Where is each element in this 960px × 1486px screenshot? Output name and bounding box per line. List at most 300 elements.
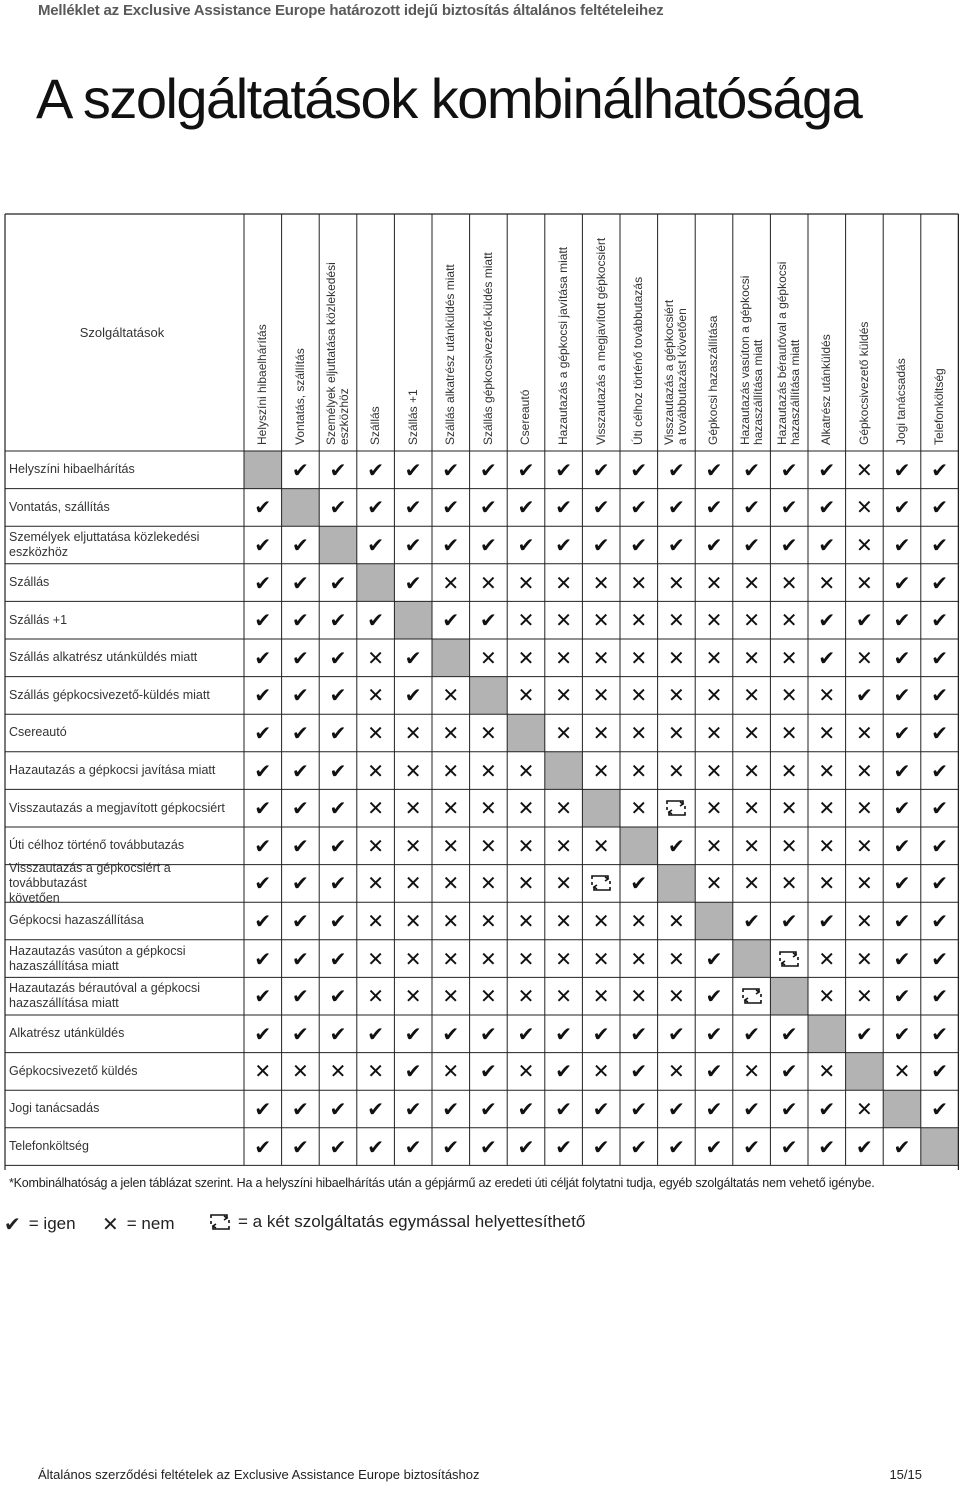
cross-icon: ✕ — [404, 833, 422, 858]
check-icon: ✔ — [254, 796, 272, 821]
column-header-line: hazaszállítása miatt — [788, 339, 803, 445]
diagonal-cell — [507, 714, 545, 752]
cross-icon: ✕ — [818, 720, 836, 745]
column-header — [432, 214, 470, 451]
cross-icon: ✕ — [555, 908, 572, 933]
check-icon: ✔ — [893, 833, 911, 858]
column-header-line: eszközhöz — [336, 388, 351, 445]
legend — [0, 1212, 960, 1240]
row-label — [9, 714, 245, 752]
check-icon: ✔ — [856, 1134, 873, 1159]
check-icon: ✔ — [630, 532, 648, 557]
check-icon: ✔ — [329, 683, 347, 708]
check-icon: ✔ — [480, 457, 497, 482]
check-icon: ✔ — [818, 645, 836, 670]
row-label — [9, 1053, 245, 1091]
cross-icon: ✕ — [743, 758, 760, 783]
check-icon: ✔ — [292, 871, 309, 896]
cross-icon: ✕ — [555, 796, 572, 821]
cross-icon: ✕ — [367, 645, 384, 670]
diagonal-cell — [582, 789, 620, 827]
check-icon: ✔ — [442, 495, 460, 520]
cross-icon: ✕ — [480, 570, 497, 595]
check-icon: ✔ — [630, 495, 648, 520]
cross-icon: ✕ — [102, 1212, 119, 1236]
cross-icon: ✕ — [856, 532, 873, 557]
diagonal-cell — [921, 1128, 959, 1166]
check-icon: ✔ — [292, 946, 309, 971]
check-icon: ✔ — [404, 570, 422, 595]
check-icon: ✔ — [668, 1021, 685, 1046]
diagonal-cell — [394, 601, 432, 639]
row-label-line: hazaszállítása miatt — [9, 958, 119, 973]
check-icon: ✔ — [743, 495, 760, 520]
check-icon: ✔ — [555, 495, 572, 520]
check-icon: ✔ — [931, 608, 948, 633]
check-icon: ✔ — [818, 495, 836, 520]
diagonal-cell — [620, 827, 658, 865]
cross-icon: ✕ — [668, 908, 685, 933]
cross-icon: ✕ — [517, 946, 535, 971]
check-icon: ✔ — [329, 645, 347, 670]
diagonal-cell — [733, 940, 771, 978]
cross-icon: ✕ — [517, 608, 535, 633]
check-icon: ✔ — [893, 720, 911, 745]
row-label-line: Gépkocsivezető küldés — [9, 1063, 138, 1078]
diagonal-cell — [432, 639, 470, 677]
cross-icon: ✕ — [818, 758, 836, 783]
diagonal-cell — [244, 451, 282, 489]
check-icon: ✔ — [780, 1096, 798, 1121]
cross-icon: ✕ — [517, 908, 535, 933]
check-icon: ✔ — [292, 1096, 309, 1121]
row-label-line: Hazautazás a gépkocsi javítása miatt — [9, 763, 216, 778]
cross-icon: ✕ — [856, 833, 873, 858]
check-icon: ✔ — [705, 946, 723, 971]
check-icon: ✔ — [818, 908, 836, 933]
footnote: *Kombinálhatóság a jelen táblázat szerint. Ha a helyszíni hibaelhárítás után a gépjármű az eredeti úti célját folytatni tudja, egyéb szolgáltatás nem vehető igénybe. — [9, 1176, 875, 1190]
check-icon: ✔ — [329, 758, 347, 783]
column-header-line: Alkatrész utánküldés — [819, 334, 834, 445]
column-header-line: Szállás — [368, 406, 383, 445]
column-header — [620, 214, 658, 451]
row-label-line: eszközhöz — [9, 544, 69, 559]
legend-no-text: = nem — [126, 1214, 175, 1233]
cross-icon: ✕ — [592, 833, 610, 858]
check-icon: ✔ — [292, 457, 309, 482]
check-icon: ✔ — [555, 1134, 572, 1159]
row-label — [9, 977, 245, 1015]
check-icon: ✔ — [592, 1134, 610, 1159]
swap-icon — [770, 940, 808, 978]
column-header-line: Úti célhoz történő továbbutazás — [631, 276, 646, 445]
cross-icon: ✕ — [780, 796, 798, 821]
check-icon: ✔ — [743, 1021, 760, 1046]
row-label — [9, 827, 245, 865]
cross-icon: ✕ — [705, 683, 723, 708]
check-icon: ✔ — [404, 683, 422, 708]
check-icon: ✔ — [480, 1021, 497, 1046]
check-icon: ✔ — [254, 532, 272, 557]
check-icon: ✔ — [931, 532, 948, 557]
column-header-line: Szállás alkatrész utánküldés miatt — [443, 264, 458, 445]
cross-icon: ✕ — [856, 457, 873, 482]
column-header — [244, 214, 282, 451]
column-header-line: hazaszállítása miatt — [750, 339, 765, 445]
check-icon: ✔ — [743, 1134, 760, 1159]
check-icon: ✔ — [442, 457, 460, 482]
cross-icon: ✕ — [517, 833, 535, 858]
check-icon: ✔ — [743, 457, 760, 482]
cross-icon: ✕ — [705, 720, 723, 745]
cross-icon: ✕ — [856, 871, 873, 896]
legend-yes — [4, 1212, 76, 1236]
check-icon: ✔ — [404, 1021, 422, 1046]
check-icon: ✔ — [404, 1134, 422, 1159]
row-label-line: Személyek eljuttatása közlekedési — [9, 529, 200, 544]
check-icon: ✔ — [705, 984, 723, 1009]
cross-icon: ✕ — [743, 570, 760, 595]
check-icon: ✔ — [630, 457, 648, 482]
cross-icon: ✕ — [442, 833, 460, 858]
row-label-line: Helyszíni hibaelhárítás — [9, 462, 135, 477]
check-icon: ✔ — [254, 758, 272, 783]
cross-icon: ✕ — [592, 908, 610, 933]
cross-icon: ✕ — [404, 984, 422, 1009]
cross-icon: ✕ — [517, 758, 535, 783]
check-icon: ✔ — [630, 871, 648, 896]
check-icon: ✔ — [254, 946, 272, 971]
row-label-line: Telefonköltség — [9, 1139, 89, 1154]
row-label-line: Csereautó — [9, 725, 67, 740]
cross-icon: ✕ — [404, 871, 422, 896]
cross-icon: ✕ — [555, 720, 572, 745]
cross-icon: ✕ — [329, 1059, 347, 1084]
check-icon: ✔ — [780, 1059, 798, 1084]
cross-icon: ✕ — [818, 871, 836, 896]
column-header-line: a továbbutazást követően — [675, 308, 690, 445]
check-icon: ✔ — [705, 532, 723, 557]
check-icon: ✔ — [254, 495, 272, 520]
check-icon: ✔ — [254, 984, 272, 1009]
check-icon: ✔ — [743, 532, 760, 557]
diagonal-cell — [357, 564, 395, 602]
legend-swap-text: = a két szolgáltatás egymással helyettesíthető — [238, 1212, 586, 1231]
check-icon: ✔ — [780, 1021, 798, 1046]
cross-icon: ✕ — [555, 608, 572, 633]
cross-icon: ✕ — [480, 984, 497, 1009]
swap-icon — [582, 865, 620, 903]
check-icon: ✔ — [931, 645, 948, 670]
check-icon: ✔ — [442, 1134, 460, 1159]
cross-icon: ✕ — [856, 758, 873, 783]
check-icon: ✔ — [329, 1021, 347, 1046]
cross-icon: ✕ — [367, 871, 384, 896]
row-label-line: Vontatás, szállítás — [9, 499, 110, 514]
check-icon: ✔ — [668, 833, 685, 858]
check-icon: ✔ — [592, 495, 610, 520]
diagonal-cell — [695, 902, 733, 940]
check-icon: ✔ — [856, 608, 873, 633]
cross-icon: ✕ — [442, 796, 460, 821]
cross-icon: ✕ — [818, 833, 836, 858]
check-icon: ✔ — [480, 608, 497, 633]
check-icon: ✔ — [705, 1096, 723, 1121]
cross-icon: ✕ — [818, 683, 836, 708]
cross-icon: ✕ — [668, 946, 685, 971]
cross-icon: ✕ — [555, 570, 572, 595]
check-icon: ✔ — [780, 532, 798, 557]
row-label — [9, 451, 245, 489]
cross-icon: ✕ — [480, 871, 497, 896]
cross-icon: ✕ — [442, 683, 460, 708]
check-icon: ✔ — [292, 720, 309, 745]
cross-icon: ✕ — [743, 608, 760, 633]
legend-yes-text: = igen — [28, 1214, 76, 1233]
column-header-line: Hazautazás bérautóval a gépkocsi — [775, 261, 790, 445]
cross-icon: ✕ — [668, 570, 685, 595]
check-icon: ✔ — [780, 495, 798, 520]
cross-icon: ✕ — [893, 1059, 911, 1084]
check-icon: ✔ — [893, 608, 911, 633]
column-header — [658, 214, 696, 451]
check-icon: ✔ — [893, 532, 911, 557]
column-header — [507, 214, 545, 451]
cross-icon: ✕ — [592, 645, 610, 670]
check-icon: ✔ — [367, 1134, 384, 1159]
diagonal-cell — [658, 865, 696, 903]
check-icon: ✔ — [893, 871, 911, 896]
check-icon: ✔ — [480, 1134, 497, 1159]
check-icon: ✔ — [818, 457, 836, 482]
column-header-line: Szállás gépkocsivezető-küldés miatt — [480, 252, 495, 445]
column-header-line: Visszautazás a gépkocsiért — [662, 299, 677, 445]
check-icon: ✔ — [480, 1096, 497, 1121]
check-icon: ✔ — [668, 457, 685, 482]
check-icon: ✔ — [856, 683, 873, 708]
row-label-line: Úti célhoz történő továbbutazás — [9, 838, 185, 853]
cross-icon: ✕ — [592, 720, 610, 745]
check-icon: ✔ — [668, 495, 685, 520]
diagonal-cell — [319, 526, 357, 564]
column-header — [357, 214, 395, 451]
cross-icon: ✕ — [705, 570, 723, 595]
check-icon: ✔ — [329, 1096, 347, 1121]
check-icon: ✔ — [592, 532, 610, 557]
cross-icon: ✕ — [480, 645, 497, 670]
check-icon: ✔ — [630, 1096, 648, 1121]
cross-icon: ✕ — [780, 683, 798, 708]
diagonal-cell — [470, 677, 508, 715]
check-icon: ✔ — [705, 1021, 723, 1046]
cross-icon: ✕ — [743, 833, 760, 858]
column-header-line: Visszautazás a megjavított gépkocsiért — [593, 237, 608, 445]
check-icon: ✔ — [292, 1134, 309, 1159]
cross-icon: ✕ — [367, 984, 384, 1009]
cross-icon: ✕ — [442, 984, 460, 1009]
check-icon: ✔ — [329, 796, 347, 821]
check-icon: ✔ — [292, 833, 309, 858]
cross-icon: ✕ — [743, 1059, 760, 1084]
check-icon: ✔ — [254, 1134, 272, 1159]
column-header — [808, 214, 846, 451]
cross-icon: ✕ — [630, 683, 648, 708]
cross-icon: ✕ — [555, 833, 572, 858]
legend-no — [102, 1212, 175, 1236]
check-icon: ✔ — [329, 1134, 347, 1159]
check-icon: ✔ — [254, 908, 272, 933]
check-icon: ✔ — [404, 532, 422, 557]
check-icon: ✔ — [254, 1021, 272, 1046]
cross-icon: ✕ — [292, 1059, 309, 1084]
check-icon: ✔ — [367, 495, 384, 520]
cross-icon: ✕ — [780, 570, 798, 595]
row-label — [9, 564, 245, 602]
check-icon: ✔ — [931, 758, 948, 783]
page-title: A szolgáltatások kombinálhatósága — [36, 67, 862, 130]
check-icon: ✔ — [329, 946, 347, 971]
check-icon: ✔ — [292, 532, 309, 557]
check-icon: ✔ — [592, 457, 610, 482]
cross-icon: ✕ — [743, 683, 760, 708]
cross-icon: ✕ — [592, 608, 610, 633]
cross-icon: ✕ — [856, 720, 873, 745]
row-label — [9, 1015, 245, 1053]
cross-icon: ✕ — [404, 908, 422, 933]
check-icon: ✔ — [893, 570, 911, 595]
cross-icon: ✕ — [630, 946, 648, 971]
cross-icon: ✕ — [442, 570, 460, 595]
check-icon: ✔ — [292, 908, 309, 933]
cross-icon: ✕ — [856, 495, 873, 520]
check-icon: ✔ — [254, 608, 272, 633]
check-icon: ✔ — [442, 1021, 460, 1046]
check-icon: ✔ — [329, 608, 347, 633]
check-icon: ✔ — [517, 532, 535, 557]
check-icon: ✔ — [818, 1134, 836, 1159]
check-icon: ✔ — [931, 570, 948, 595]
cross-icon: ✕ — [668, 645, 685, 670]
cross-icon: ✕ — [780, 720, 798, 745]
cross-icon: ✕ — [555, 871, 572, 896]
cross-icon: ✕ — [555, 683, 572, 708]
check-icon: ✔ — [329, 984, 347, 1009]
column-header-line: Jogi tanácsadás — [894, 358, 909, 445]
cross-icon: ✕ — [555, 946, 572, 971]
cross-icon: ✕ — [630, 758, 648, 783]
check-icon: ✔ — [931, 984, 948, 1009]
row-label — [9, 752, 245, 790]
row-label-line: Szállás +1 — [9, 612, 68, 627]
column-header-line: Szállás +1 — [405, 389, 420, 445]
cross-icon: ✕ — [254, 1059, 272, 1084]
check-icon: ✔ — [517, 457, 535, 482]
cross-icon: ✕ — [592, 984, 610, 1009]
check-icon: ✔ — [442, 532, 460, 557]
cross-icon: ✕ — [630, 796, 648, 821]
diagonal-cell — [545, 752, 583, 790]
check-icon: ✔ — [555, 1021, 572, 1046]
check-icon: ✔ — [480, 532, 497, 557]
cross-icon: ✕ — [780, 645, 798, 670]
check-icon: ✔ — [367, 608, 384, 633]
cross-icon: ✕ — [780, 758, 798, 783]
cross-icon: ✕ — [668, 1059, 685, 1084]
check-icon: ✔ — [743, 908, 760, 933]
check-icon: ✔ — [254, 1096, 272, 1121]
cross-icon: ✕ — [517, 796, 535, 821]
column-header — [282, 214, 320, 451]
row-label-line: Gépkocsi hazaszállítása — [9, 913, 144, 928]
check-icon: ✔ — [367, 1096, 384, 1121]
row-label-line: Szállás gépkocsivezető-küldés miatt — [9, 687, 210, 702]
cross-icon: ✕ — [592, 758, 610, 783]
check-icon: ✔ — [818, 1096, 836, 1121]
cross-icon: ✕ — [743, 796, 760, 821]
cross-icon: ✕ — [705, 871, 723, 896]
check-icon: ✔ — [329, 833, 347, 858]
check-icon: ✔ — [329, 908, 347, 933]
check-icon: ✔ — [893, 908, 911, 933]
check-icon: ✔ — [931, 683, 948, 708]
cross-icon: ✕ — [480, 720, 497, 745]
check-icon: ✔ — [254, 871, 272, 896]
cross-icon: ✕ — [480, 908, 497, 933]
check-icon: ✔ — [480, 495, 497, 520]
cross-icon: ✕ — [442, 1059, 460, 1084]
check-icon: ✔ — [555, 1059, 572, 1084]
cross-icon: ✕ — [517, 570, 535, 595]
cross-icon: ✕ — [856, 984, 873, 1009]
column-header — [582, 214, 620, 451]
cross-icon: ✕ — [517, 871, 535, 896]
row-label — [9, 902, 245, 940]
check-icon: ✔ — [592, 1096, 610, 1121]
cross-icon: ✕ — [705, 796, 723, 821]
check-icon: ✔ — [818, 532, 836, 557]
check-icon: ✔ — [668, 1134, 685, 1159]
cross-icon: ✕ — [555, 984, 572, 1009]
row-label-line: Hazautazás vasúton a gépkocsi — [9, 943, 186, 958]
check-icon: ✔ — [329, 720, 347, 745]
column-header — [883, 214, 921, 451]
check-icon: ✔ — [555, 532, 572, 557]
check-icon: ✔ — [931, 796, 948, 821]
row-label-line: Alkatrész utánküldés — [9, 1026, 125, 1041]
cross-icon: ✕ — [705, 608, 723, 633]
cross-icon: ✕ — [592, 946, 610, 971]
check-icon: ✔ — [517, 1134, 535, 1159]
column-header-line: Vontatás, szállítás — [292, 348, 307, 445]
column-header — [921, 214, 959, 451]
row-label — [9, 1128, 245, 1166]
check-icon: ✔ — [931, 946, 948, 971]
cross-icon: ✕ — [367, 833, 384, 858]
check-icon: ✔ — [893, 1021, 911, 1046]
row-label-line: hazaszállítása miatt — [9, 996, 119, 1011]
check-icon: ✔ — [931, 908, 948, 933]
check-icon: ✔ — [329, 871, 347, 896]
cross-icon: ✕ — [780, 608, 798, 633]
check-icon: ✔ — [404, 645, 422, 670]
check-icon: ✔ — [292, 984, 309, 1009]
column-header — [846, 214, 884, 451]
cross-icon: ✕ — [517, 1059, 535, 1084]
check-icon: ✔ — [517, 1021, 535, 1046]
row-label-line: Hazautazás bérautóval a gépkocsi — [9, 981, 201, 996]
check-icon: ✔ — [404, 495, 422, 520]
row-label-line: Jogi tanácsadás — [9, 1101, 100, 1116]
